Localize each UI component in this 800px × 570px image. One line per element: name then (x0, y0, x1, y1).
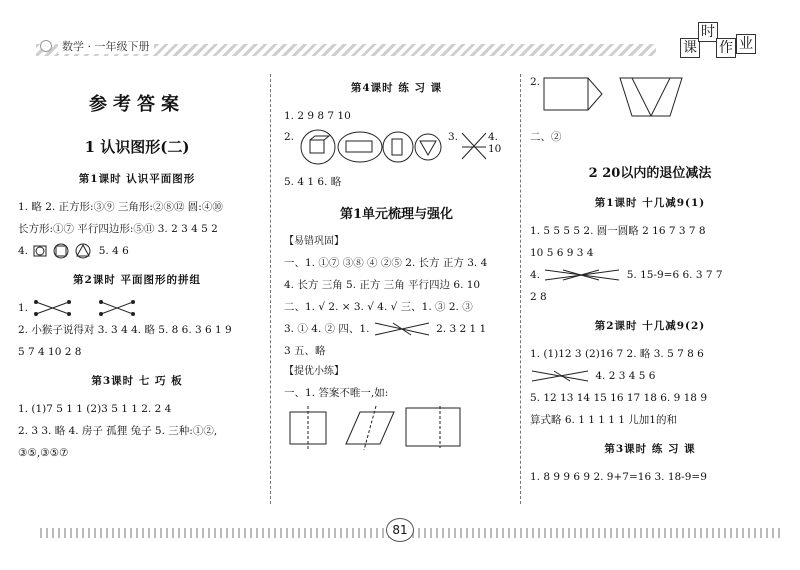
answer-line: 二、1. √ 2. × 3. √ 4. √ 三、1. ③ 2. ③ (284, 301, 473, 313)
column-divider (520, 74, 521, 504)
answer-line: 2. 小猴子说得对 3. 3 4 4. 略 5. 8 6. 3 6 1 9 (18, 324, 232, 336)
matching-lines (31, 299, 151, 317)
answer-line: 1. (1)12 3 (2)16 7 2. 略 3. 5 7 8 6 (530, 348, 704, 360)
cut-line (364, 406, 376, 450)
cube-icon (310, 140, 324, 153)
section-label: 【提优小练】 (284, 366, 344, 377)
trapezoid-shape (620, 78, 682, 116)
answer-line (18, 297, 256, 319)
answer-line (284, 127, 509, 171)
pentagon-shape (544, 78, 602, 110)
answer-line: 一、1. 答案不唯一,如: (284, 387, 389, 399)
lesson-title: 第3课时 七 巧 板 (91, 375, 183, 387)
matching-lines (373, 321, 433, 337)
matching-lines (543, 267, 623, 283)
answer-line: 一、1. ①⑦ ③⑧ ④ ②⑤ 2. 长方 正方 3. 4 (284, 257, 488, 269)
match-line (554, 371, 570, 381)
right-column (530, 74, 770, 488)
brand-logo (680, 22, 760, 62)
shape-icons (31, 243, 95, 259)
answer-line: 1. 略 2. 正方形:③⑨ 三角形:②⑧⑫ 圆:④⑩ (18, 201, 223, 213)
cylinder-icon (392, 139, 402, 155)
unit-title: 第1单元梳理与强化 (339, 207, 454, 222)
triangle-shape (77, 245, 89, 256)
triangle-icon (420, 141, 436, 155)
answer-line (530, 74, 770, 126)
circle-mark (415, 134, 441, 160)
answer-text: 4. 2 3 4 5 6 (595, 370, 656, 382)
answer-line: 5 7 4 10 2 8 (18, 346, 82, 358)
answer-line: 长方形:①⑦ 平行四边形:⑤⑪ 3. 2 3 4 5 2 (18, 223, 218, 235)
answer-line: 3 五、略 (284, 345, 326, 357)
lesson-title: 第1课时 认识平面图形 (78, 173, 196, 185)
section-label: 【易错巩固】 (284, 236, 344, 247)
answer-label: 2. (530, 76, 541, 88)
match-line (393, 323, 411, 335)
page-number: 81 (386, 518, 414, 542)
answer-line (18, 240, 256, 262)
lesson-title: 第3课时 练 习 课 (604, 443, 696, 455)
answer-label: 4. (18, 245, 29, 257)
answer-line (284, 318, 509, 340)
matching-lines (460, 127, 490, 167)
answer-line: 2. 3 3. 略 4. 房子 孤狸 兔子 5. 三种:①②, (18, 425, 218, 437)
circle-mark (301, 130, 335, 164)
answer-text: 2. 3 2 1 1 (436, 323, 487, 335)
answer-text: 5. 4 6 (98, 245, 129, 257)
lesson-title: 第1课时 十几减9(1) (594, 197, 706, 209)
column-divider (270, 74, 271, 504)
solid-shapes (298, 127, 444, 167)
answer-line: 4. 长方 三角 5. 正方 三角 平行四边 6. 10 (284, 279, 481, 291)
lesson-title: 第2课时 十几减9(2) (594, 320, 706, 332)
chapter-title: 1 认识图形(二) (84, 138, 190, 156)
lesson-title: 第2课时 平面图形的拼组 (73, 274, 201, 286)
circle-mark (383, 132, 413, 162)
circle-shape (36, 247, 44, 255)
answer-text: 4. 10 (488, 131, 502, 155)
answer-line: ③⑤,③⑤⑦ (18, 447, 69, 459)
answer-line: 5. 4 1 6. 略 (284, 176, 342, 188)
book-title: 数学 · 一年级下册 (58, 38, 154, 54)
page-title: 参考答案 (89, 94, 185, 115)
brand-char-2: 时 (698, 22, 718, 42)
answer-line: 2 8 (530, 291, 547, 303)
answer-line: 5. 12 13 14 15 16 17 18 6. 9 18 9 (530, 392, 707, 404)
cut-line (651, 78, 670, 116)
left-column (18, 74, 256, 464)
cut-line (632, 78, 651, 116)
answer-line: 1. 8 9 9 6 9 2. 9+7=16 3. 18-9=9 (530, 471, 707, 483)
pentagon-trapezoid-shapes (542, 74, 692, 124)
cuboid-icon (346, 141, 372, 152)
answer-text: 3. ① 4. ② 四、1. (284, 323, 370, 335)
header-dot-icon (40, 40, 52, 52)
lesson-title: 第4课时 练 习 课 (350, 82, 443, 94)
answer-line: 1. 2 9 8 7 10 (284, 110, 351, 122)
matching-lines (530, 368, 592, 384)
answer-line: 算式略 6. 1 1 1 1 1 儿加1的和 (530, 414, 677, 426)
answer-line: 二、② (530, 131, 562, 143)
cut-shapes (284, 404, 509, 454)
answer-line: 1. 5 5 5 5 2. 圆一圆略 2 16 7 3 7 8 (530, 225, 706, 237)
rectangle-cut (406, 408, 460, 446)
answer-label: 2. (284, 131, 295, 143)
answer-line (530, 264, 770, 286)
answer-line (530, 365, 770, 387)
cube-edge (310, 136, 329, 140)
answer-label: 3. (448, 131, 459, 143)
answer-line: 1. (1)7 5 1 1 (2)3 5 1 1 2. 2 4 (18, 403, 172, 415)
answer-line: 10 5 6 9 3 4 (530, 247, 594, 259)
chapter-title: 2 20以内的退位减法 (588, 166, 712, 181)
circle-mark (338, 132, 382, 162)
answer-label: 4. (530, 269, 541, 281)
answer-label: 1. (18, 302, 29, 314)
brand-char-1: 课 (680, 38, 700, 58)
brand-char-4: 业 (736, 34, 756, 54)
square-shape (56, 246, 66, 256)
middle-column (284, 74, 509, 457)
answer-text: 5. 15-9=6 6. 3 7 7 (626, 269, 723, 281)
brand-char-3: 作 (716, 38, 736, 58)
